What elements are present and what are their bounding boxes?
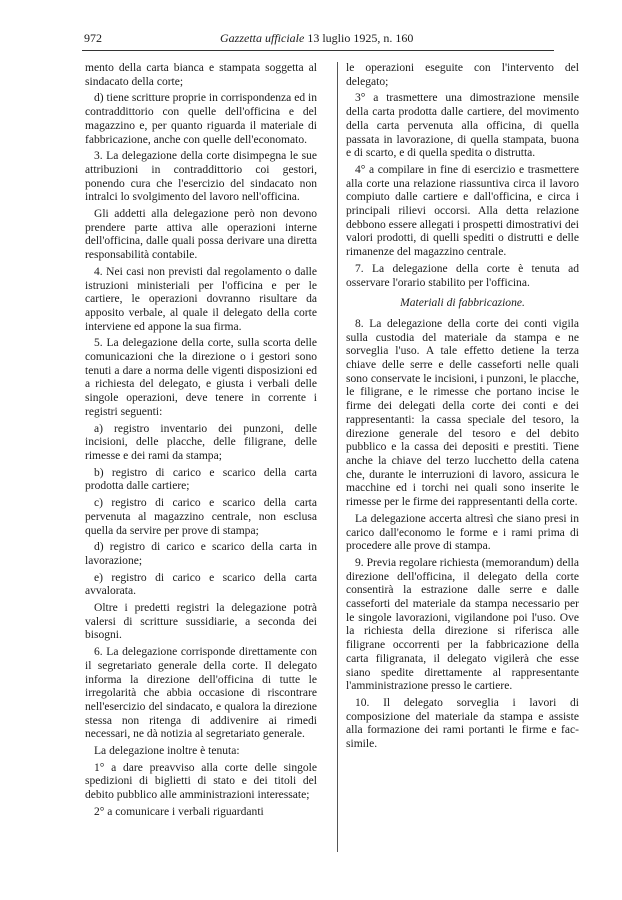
list-item: 4° a compilare in fine di esercizio e trasmettere alla corte una relazione riassuntiva circa il lavoro compiuto dalle cartiere e dall'officina, e circa i principali rilievi occorsi. Alla detta relazione debbono essere allegati i prospetti dimostrativi dei valori prodotti, di quelli spediti o distrutti e delle rimanenze del magazzino centrale. (346, 163, 579, 259)
paragraph: 5. La delegazione della corte, sulla scorta delle comunicazioni che la direzione o i gestori sono tenuti a dare a norma delle vigenti disposizioni ed a richiesta del delegato, e giusta i verbali delle singole operazioni, deve tenere in corrente i registri seguenti: (85, 337, 317, 418)
running-header (220, 31, 413, 46)
paragraph: Oltre i predetti registri la delegazione potrà valersi di scritture sussidiarie, a seconda dei bisogni. (85, 602, 317, 642)
paragraph: 6. La delegazione corrisponde direttamente con il segretariato generale della corte. Il delegato informa la direzione dell'officina di tutte le irregolarità che abbia occasione di riscontrare nell'esercizio del sindacato, e qualora la direzione stessa non ritenga di addivenire ai rimedi necessari, ne dà notizia al segretariato generale. (85, 646, 317, 741)
section-heading: Materiali di fabbricazione. (400, 297, 525, 310)
paragraph: le operazioni eseguite con l'intervento del delegato; (346, 62, 579, 88)
list-item: c) registro di carico e scarico della carta pervenuta al magazzino centrale, non esclusa quella da servire per prove di stampa; (85, 497, 317, 537)
list-item: 3° a trasmettere una dimostrazione mensile della carta prodotta dalle cartiere, del movimento della carta pervenuta alla officina, di quella passata in lavorazione, di quella stampata, buona e di scarto, e di quella spedita o distrutta. (346, 92, 579, 160)
paragraph: 4. Nei casi non previsti dal regolamento o dalle istruzioni ministeriali per l'officina e per le cartiere, le operazioni dovranno risultare da apposito verbale, al quale il delegato della corte interviene ed appone la sua firma. (85, 265, 317, 333)
paragraph: La delegazione accerta altresì che siano presi in carico dall'economo le forme e i rami prima di procedere alle prove di stampa. (346, 512, 579, 553)
list-item: d) registro di carico e scarico della carta in lavorazione; (85, 541, 317, 567)
issue-date: 13 luglio 1925, n. 160 (307, 31, 414, 45)
list-item: 1° a dare preavviso alla corte delle singole spedizioni di biglietti di stato e dei titoli del debito pubblico alle amministrazioni interessate; (85, 761, 317, 802)
paragraph: 3. La delegazione della corte disimpegna le sue attribuzioni in contraddittorio coi gestori, ponendo cura che l'esercizio del sindacato non intralci lo svolgimento del lavoro nell'officina. (85, 150, 317, 204)
page-number: 972 (84, 31, 102, 45)
paragraph: La delegazione inoltre è tenuta: (94, 745, 240, 758)
journal-title: Gazzetta ufficiale (220, 31, 305, 45)
paragraph: 10. Il delegato sorveglia i lavori di composizione del materiale da stampa e assiste alla formazione dei rami portanti le firme e fac-simile. (346, 696, 579, 751)
paragraph: 7. La delegazione della corte è tenuta ad osservare l'orario stabilito per l'officina. (346, 262, 579, 289)
list-item: a) registro inventario dei punzoni, delle incisioni, delle placche, delle filigrane, delle rimesse e dei rami da stampa; (85, 422, 317, 462)
paragraph: mento della carta bianca e stampata soggetta al sindacato della corte; (85, 62, 317, 88)
paragraph: d) tiene scritture proprie in corrispondenza ed in contraddittorio con quelle dell'officina e del magazzino e, per quanto riguarda il materiale di fabbricazione, anche con quelle dell'economato. (85, 92, 317, 146)
header-rule (82, 50, 554, 51)
paragraph: 8. La delegazione della corte dei conti vigila sulla custodia del materiale da stampa e ne sorveglia l'uso. A tale effetto detiene la terza chiave delle serre e delle casseforti nelle quali sono conservate le incisioni, i punzoni, le placche, le filigrane, e le rimesse che portano incise le firme dei delegati della corte dei conti e dei rappresentanti: la cassa speciale del tesoro, la direzione generale del tesoro e del debito pubblico e la cassa dei depositi e prestiti. Tiene anche la chiave del terzo lucchetto della catena che, durante le interruzioni di lavoro, assicura le macchine ed i torchi nei quali sono inserite le rimesse per le firme dei rappresentanti della corte. (346, 317, 579, 509)
paragraph: Gli addetti alla delegazione però non devono prendere parte attiva alle operazioni interne dell'officina, dalle quali possa derivare una diretta responsabilità contabile. (85, 208, 317, 262)
right-column (346, 62, 579, 755)
paragraph: 9. Previa regolare richiesta (memorandum) della direzione dell'officina, il delegato della corte consentirà la estrazione dalle serre e dalle casseforti del materiale da stampa necessario per le singole lavorazioni, vigilandone poi l'uso. Ove la richiesta della direzione si riferisca alle filigrane occorrenti per la fabbricazione della carta filigranata, il delegato vigilerà che esse siano spedite direttamente al rappresentante l'amministrazione presso le cartiere. (346, 556, 579, 693)
list-item: e) registro di carico e scarico della carta avvalorata. (85, 571, 317, 598)
list-item: b) registro di carico e scarico della carta prodotta dalle cartiere; (85, 466, 317, 493)
column-divider (337, 62, 338, 852)
left-column (85, 62, 317, 823)
list-item: 2° a comunicare i verbali riguardanti (94, 805, 264, 818)
